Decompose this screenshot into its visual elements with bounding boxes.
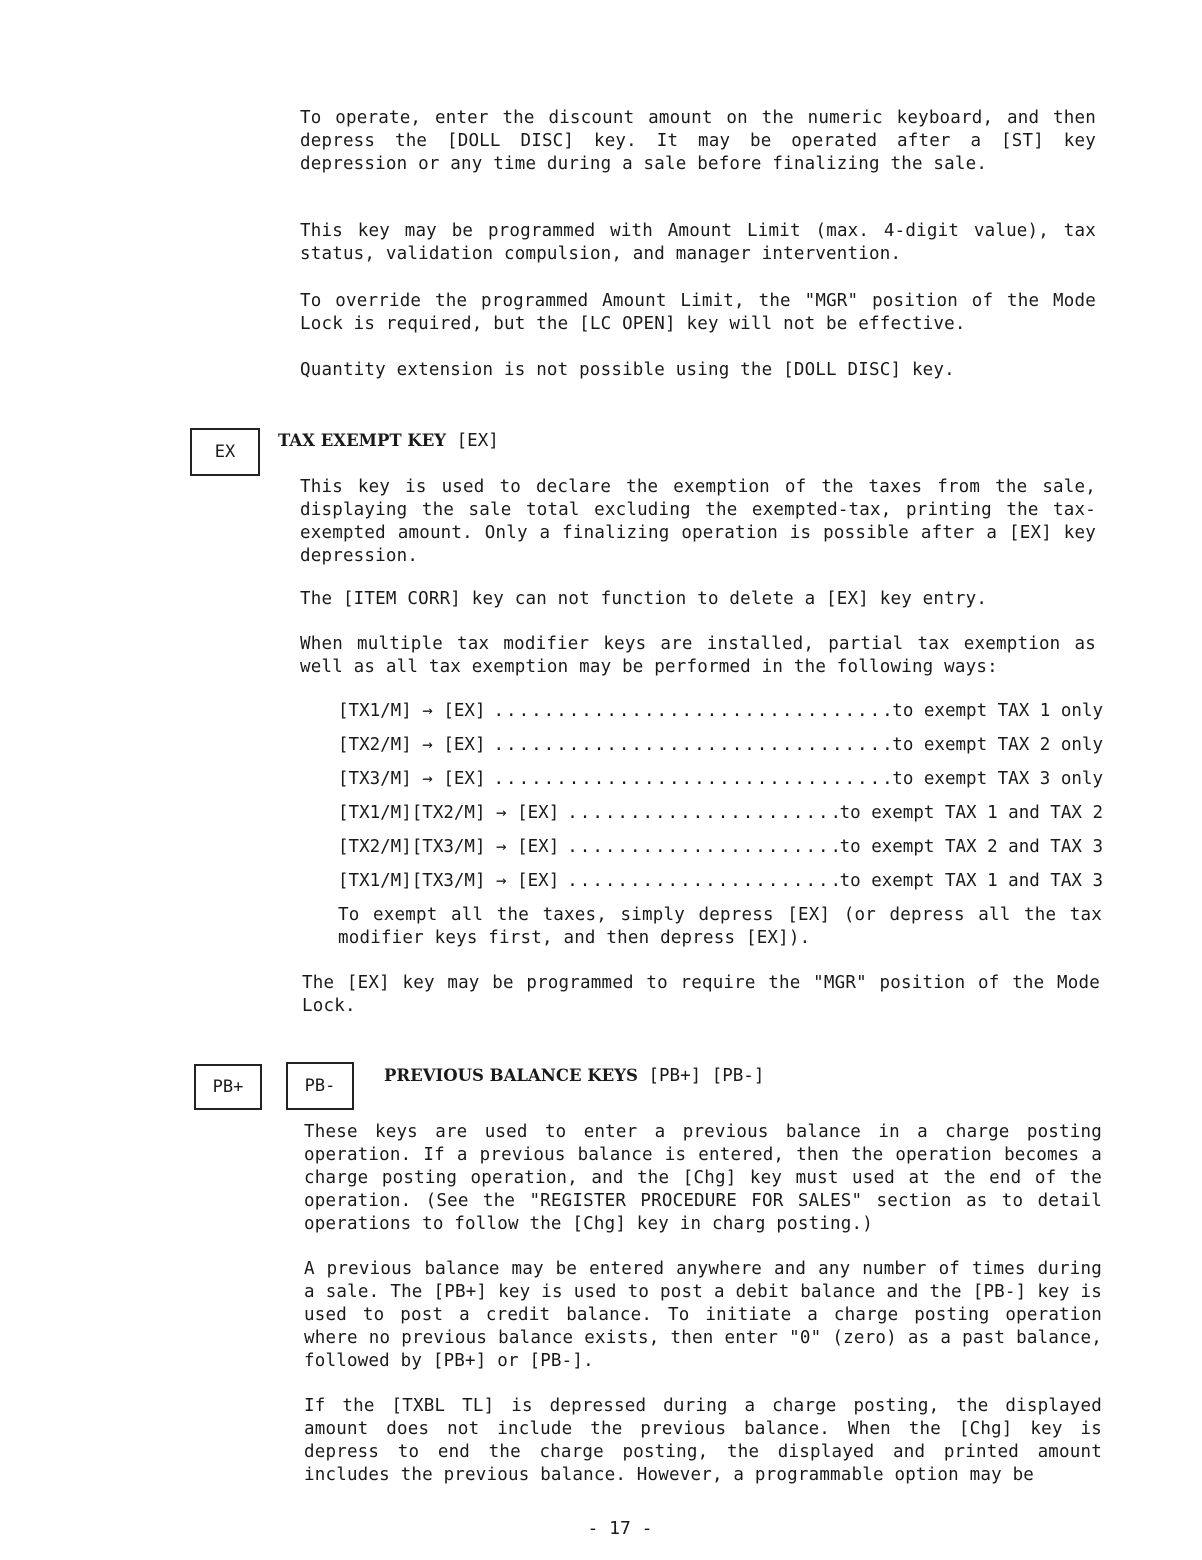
intro-paragraph-2: This key may be programmed with Amount Limit (max. 4-digit value), tax status, validation compulsion, and manager intervention. <box>300 221 1096 264</box>
exemption-row: [TX1/M] → [EX] ..... to exempt TAX 1 only <box>338 700 1103 723</box>
exemption-row: [TX1/M][TX2/M] → [EX] ..... to exempt TAX 1 and TAX 2 <box>338 802 1103 825</box>
tax-exempt-paragraph-5: The [EX] key may be programmed to require the "MGR" position of the Mode Lock. <box>302 973 1100 1016</box>
previous-balance-paragraph-1: These keys are used to enter a previous balance in a charge posting operation. If a previous balance is entered, then the operation becomes a charge posting operation, and the [Chg] key must used at the end of the operation. (See the "REGISTER PROCEDURE FOR SALES" section as to detail operations to follow the [Chg] key in charg posting.) <box>304 1122 1102 1234</box>
tax-exempt-title-key: [EX] <box>456 431 499 451</box>
tax-exempt-title: TAX EXEMPT KEY <box>278 431 447 450</box>
previous-balance-paragraph-3: If the [TXBL TL] is depressed during a charge posting, the displayed amount does not include the previous balance. When the [Chg] key is depress to end the charge posting, the displayed and printed amount includes the previous balance. However, a programmable option may be <box>304 1396 1102 1485</box>
page-number: - 17 - <box>587 1518 653 1539</box>
tax-exempt-paragraph-1: This key is used to declare the exemption of the taxes from the sale, displaying the sale total excluding the exempted-tax, printing the tax-exempted amount. Only a finalizing operation is possible after a [EX] key depression. <box>300 477 1096 566</box>
previous-balance-title-keys: [PB+] [PB-] <box>648 1066 765 1086</box>
tax-exempt-paragraph-2: The [ITEM CORR] key can not function to delete a [EX] key entry. <box>300 589 988 609</box>
exemption-row: [TX3/M] → [EX] ..... to exempt TAX 3 only <box>338 768 1103 791</box>
exemption-row: [TX2/M][TX3/M] → [EX] ..... to exempt TAX 2 and TAX 3 <box>338 836 1103 859</box>
intro-paragraph-3: To override the programmed Amount Limit, the "MGR" position of the Mode Lock is required, but the [LC OPEN] key will not be effective. <box>300 291 1096 334</box>
pb-minus-key-icon: PB- <box>286 1062 354 1110</box>
exemption-row: [TX1/M][TX3/M] → [EX] ..... to exempt TAX 1 and TAX 3 <box>338 870 1103 893</box>
ex-key-icon: EX <box>190 428 260 476</box>
pb-plus-key-icon: PB+ <box>194 1064 262 1110</box>
intro-paragraph-1: To operate, enter the discount amount on the numeric keyboard, and then depress the [DOLL DISC] key. It may be operated after a [ST] key depression or any time during a sale before finalizing the sale. <box>300 108 1096 174</box>
exemption-row: [TX2/M] → [EX] ..... to exempt TAX 2 only <box>338 734 1103 757</box>
tax-exempt-paragraph-3: When multiple tax modifier keys are installed, partial tax exemption as well as all tax exemption may be performed in the following ways: <box>300 634 1096 677</box>
intro-paragraph-4: Quantity extension is not possible using the [DOLL DISC] key. <box>300 360 955 380</box>
tax-exempt-paragraph-4: To exempt all the taxes, simply depress [EX] (or depress all the tax modifier keys first, and then depress [EX]). <box>338 905 1102 948</box>
previous-balance-paragraph-2: A previous balance may be entered anywhere and any number of times during a sale. The [PB+] key is used to post a debit balance and the [PB-] key is used to post a credit balance. To initiate a charge posting operation where no previous balance exists, then enter "0" (zero) as a past balance, followed by [PB+] or [PB-]. <box>304 1259 1102 1371</box>
previous-balance-heading <box>384 1066 764 1086</box>
previous-balance-title: PREVIOUS BALANCE KEYS <box>384 1066 638 1085</box>
tax-exempt-heading <box>278 431 499 451</box>
